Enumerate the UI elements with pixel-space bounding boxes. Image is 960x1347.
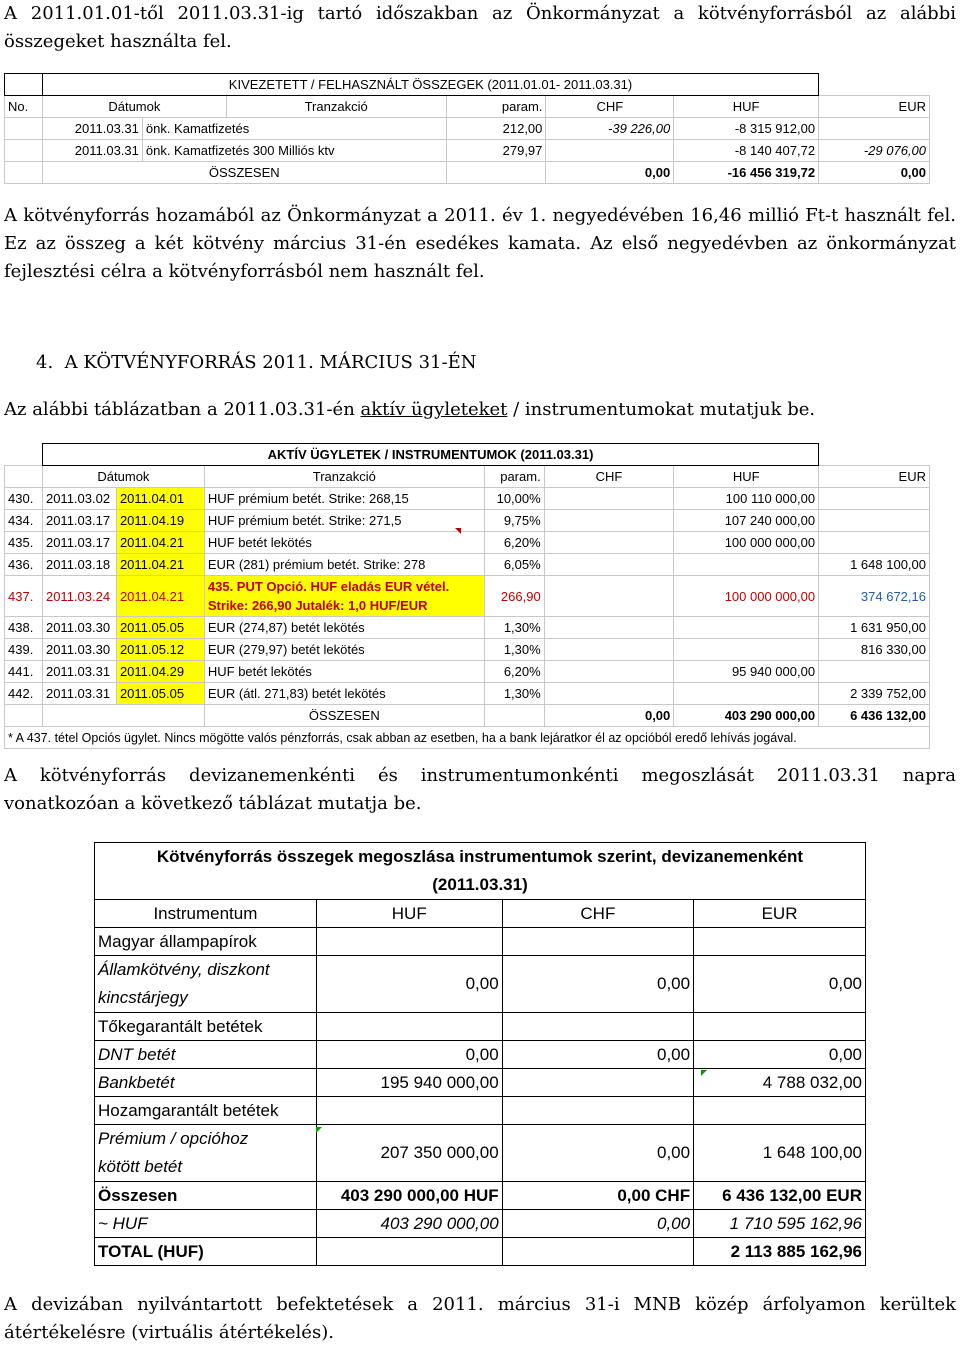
col-header: Tranzakció xyxy=(226,96,446,118)
footnote-row xyxy=(5,727,930,749)
option-row: 437. 2011.03.24 2011.04.21 435. PUT Opció. HUF eladás EUR vétel. Strike: 266,90 Jutalék: 1,0 HUF/EUR 266,90 100 000 000,00 374 672,16 xyxy=(5,576,930,617)
table-title: KIVEZETETT / FELHASZNÁLT ÖSSZEGEK (2011.01.01- 2011.03.31) xyxy=(42,74,818,96)
active-deals-link: aktív ügyleteket xyxy=(360,399,508,420)
col-header: Tranzakció xyxy=(204,466,484,488)
distribution-paragraph: A kötvényforrás devizanemenkénti és instrumentumonkénti megoszlását 2011.03.31 napra vonatkozóan a következő táblázat mutatja be. xyxy=(4,765,956,814)
table-row: Államkötvény, diszkont kincstárjegy 0,00 0,00 0,00 xyxy=(95,956,866,1013)
col-header: param. xyxy=(484,466,544,488)
table-row: 430. 2011.03.02 2011.04.01 HUF prémium betét. Strike: 268,15 10,00% 100 110 000,00 xyxy=(5,488,930,510)
table-title: Kötvényforrás összegek megoszlása instrumentumok szerint, devizanemenként (2011.03.31) xyxy=(95,843,866,900)
col-header: EUR xyxy=(694,900,866,928)
distribution-table xyxy=(94,842,866,1266)
total-row: ÖSSZESEN 0,00 403 290 000,00 6 436 132,00 xyxy=(5,705,930,727)
table-row: Bankbetét 195 940 000,00 4 788 032,00 xyxy=(95,1069,866,1097)
table-row: 435. 2011.03.17 2011.04.21 HUF betét lekötés 6,20% 100 000 000,00 xyxy=(5,532,930,554)
table-row: Magyar állampapírok xyxy=(95,928,866,956)
table-row: 438. 2011.03.30 2011.05.05 EUR (274,87) betét lekötés 1,30% 1 631 950,00 xyxy=(5,617,930,639)
active-deals-table xyxy=(4,443,930,749)
table-row: Tőkegarantált betétek xyxy=(95,1013,866,1041)
col-header: HUF xyxy=(316,900,502,928)
col-header: CHF xyxy=(546,96,674,118)
col-header: param. xyxy=(446,96,546,118)
table-row: 442. 2011.03.31 2011.05.05 EUR (átl. 271,83) betét lekötés 1,30% 2 339 752,00 xyxy=(5,683,930,705)
sum-row: Összesen 403 290 000,00 HUF 0,00 CHF 6 436 132,00 EUR xyxy=(95,1182,866,1210)
col-header: EUR xyxy=(819,466,930,488)
used-amounts-table xyxy=(4,73,930,184)
col-header: Dátumok xyxy=(42,466,204,488)
col-header: Instrumentum xyxy=(95,900,317,928)
footnote: * A 437. tétel Opciós ügylet. Nincs mögötte valós pénzforrás, csak abban az esetben, ha a bank lejáratkor él az opcióból eredő lehívás jogával. xyxy=(5,727,930,749)
col-header: EUR xyxy=(819,96,930,118)
col-header: CHF xyxy=(502,900,693,928)
comment-marker xyxy=(455,528,461,534)
table-row: 2011.03.31 önk. Kamatfizetés 300 Milliós ktv 279,97 -8 140 407,72 -29 076,00 xyxy=(5,140,930,162)
col-header: Dátumok xyxy=(42,96,226,118)
huf-row: ~ HUF 403 290 000,00 0,00 1 710 595 162,96 xyxy=(95,1210,866,1238)
col-header: HUF xyxy=(674,466,819,488)
table-title: AKTÍV ÜGYLETEK / INSTRUMENTUMOK (2011.03.31) xyxy=(42,444,818,466)
table-row: 441. 2011.03.31 2011.04.29 HUF betét lekötés 6,20% 95 940 000,00 xyxy=(5,661,930,683)
section-heading: 4. A KÖTVÉNYFORRÁS 2011. MÁRCIUS 31-ÉN xyxy=(36,352,477,373)
comment-marker xyxy=(316,1127,322,1133)
table-row: DNT betét 0,00 0,00 0,00 xyxy=(95,1041,866,1069)
table-row: Hozamgarantált betétek xyxy=(95,1097,866,1125)
table-row: 436. 2011.03.18 2011.04.21 EUR (281) prémium betét. Strike: 278 6,05% 1 648 100,00 xyxy=(5,554,930,576)
table-row: Prémium / opcióhoz kötött betét 207 350 000,00 0,00 1 648 100,00 xyxy=(95,1125,866,1182)
active-deals-intro: Az alábbi táblázatban a 2011.03.31-én aktív ügyleteket / instrumentumokat mutatjuk be. xyxy=(4,399,816,420)
table-row: 439. 2011.03.30 2011.05.12 EUR (279,97) betét lekötés 1,30% 816 330,00 xyxy=(5,639,930,661)
usage-paragraph: A kötvényforrás hozamából az Önkormányzat a 2011. év 1. negyedévében 16,46 millió Ft-t használt fel. Ez az összeg a két kötvény március 31-én esedékes kamata. Az első negyedévben az önkormányzat fejlesztési célra a kötvényforrásból nem használt fel. xyxy=(4,205,956,282)
comment-marker xyxy=(701,1070,707,1076)
table-row: 2011.03.31 önk. Kamatfizetés 212,00 -39 226,00 -8 315 912,00 xyxy=(5,118,930,140)
total-row: TOTAL (HUF) 2 113 885 162,96 xyxy=(95,1238,866,1266)
col-header: CHF xyxy=(544,466,674,488)
intro-paragraph: A 2011.01.01-től 2011.03.31-ig tartó időszakban az Önkormányzat a kötvényforrásból az alábbi összegeket használta fel. xyxy=(4,3,956,52)
table-row: 434. 2011.03.17 2011.04.19 HUF prémium betét. Strike: 271,5 9,75% 107 240 000,00 xyxy=(5,510,930,532)
revaluation-paragraph: A devizában nyilvántartott befektetések a 2011. március 31-i MNB közép árfolyamon kerültek átértékelésre (virtuális átértékelés). xyxy=(4,1294,956,1343)
col-header: HUF xyxy=(674,96,819,118)
col-header: No. xyxy=(5,96,43,118)
total-row: ÖSSZESEN 0,00 -16 456 319,72 0,00 xyxy=(5,162,930,184)
